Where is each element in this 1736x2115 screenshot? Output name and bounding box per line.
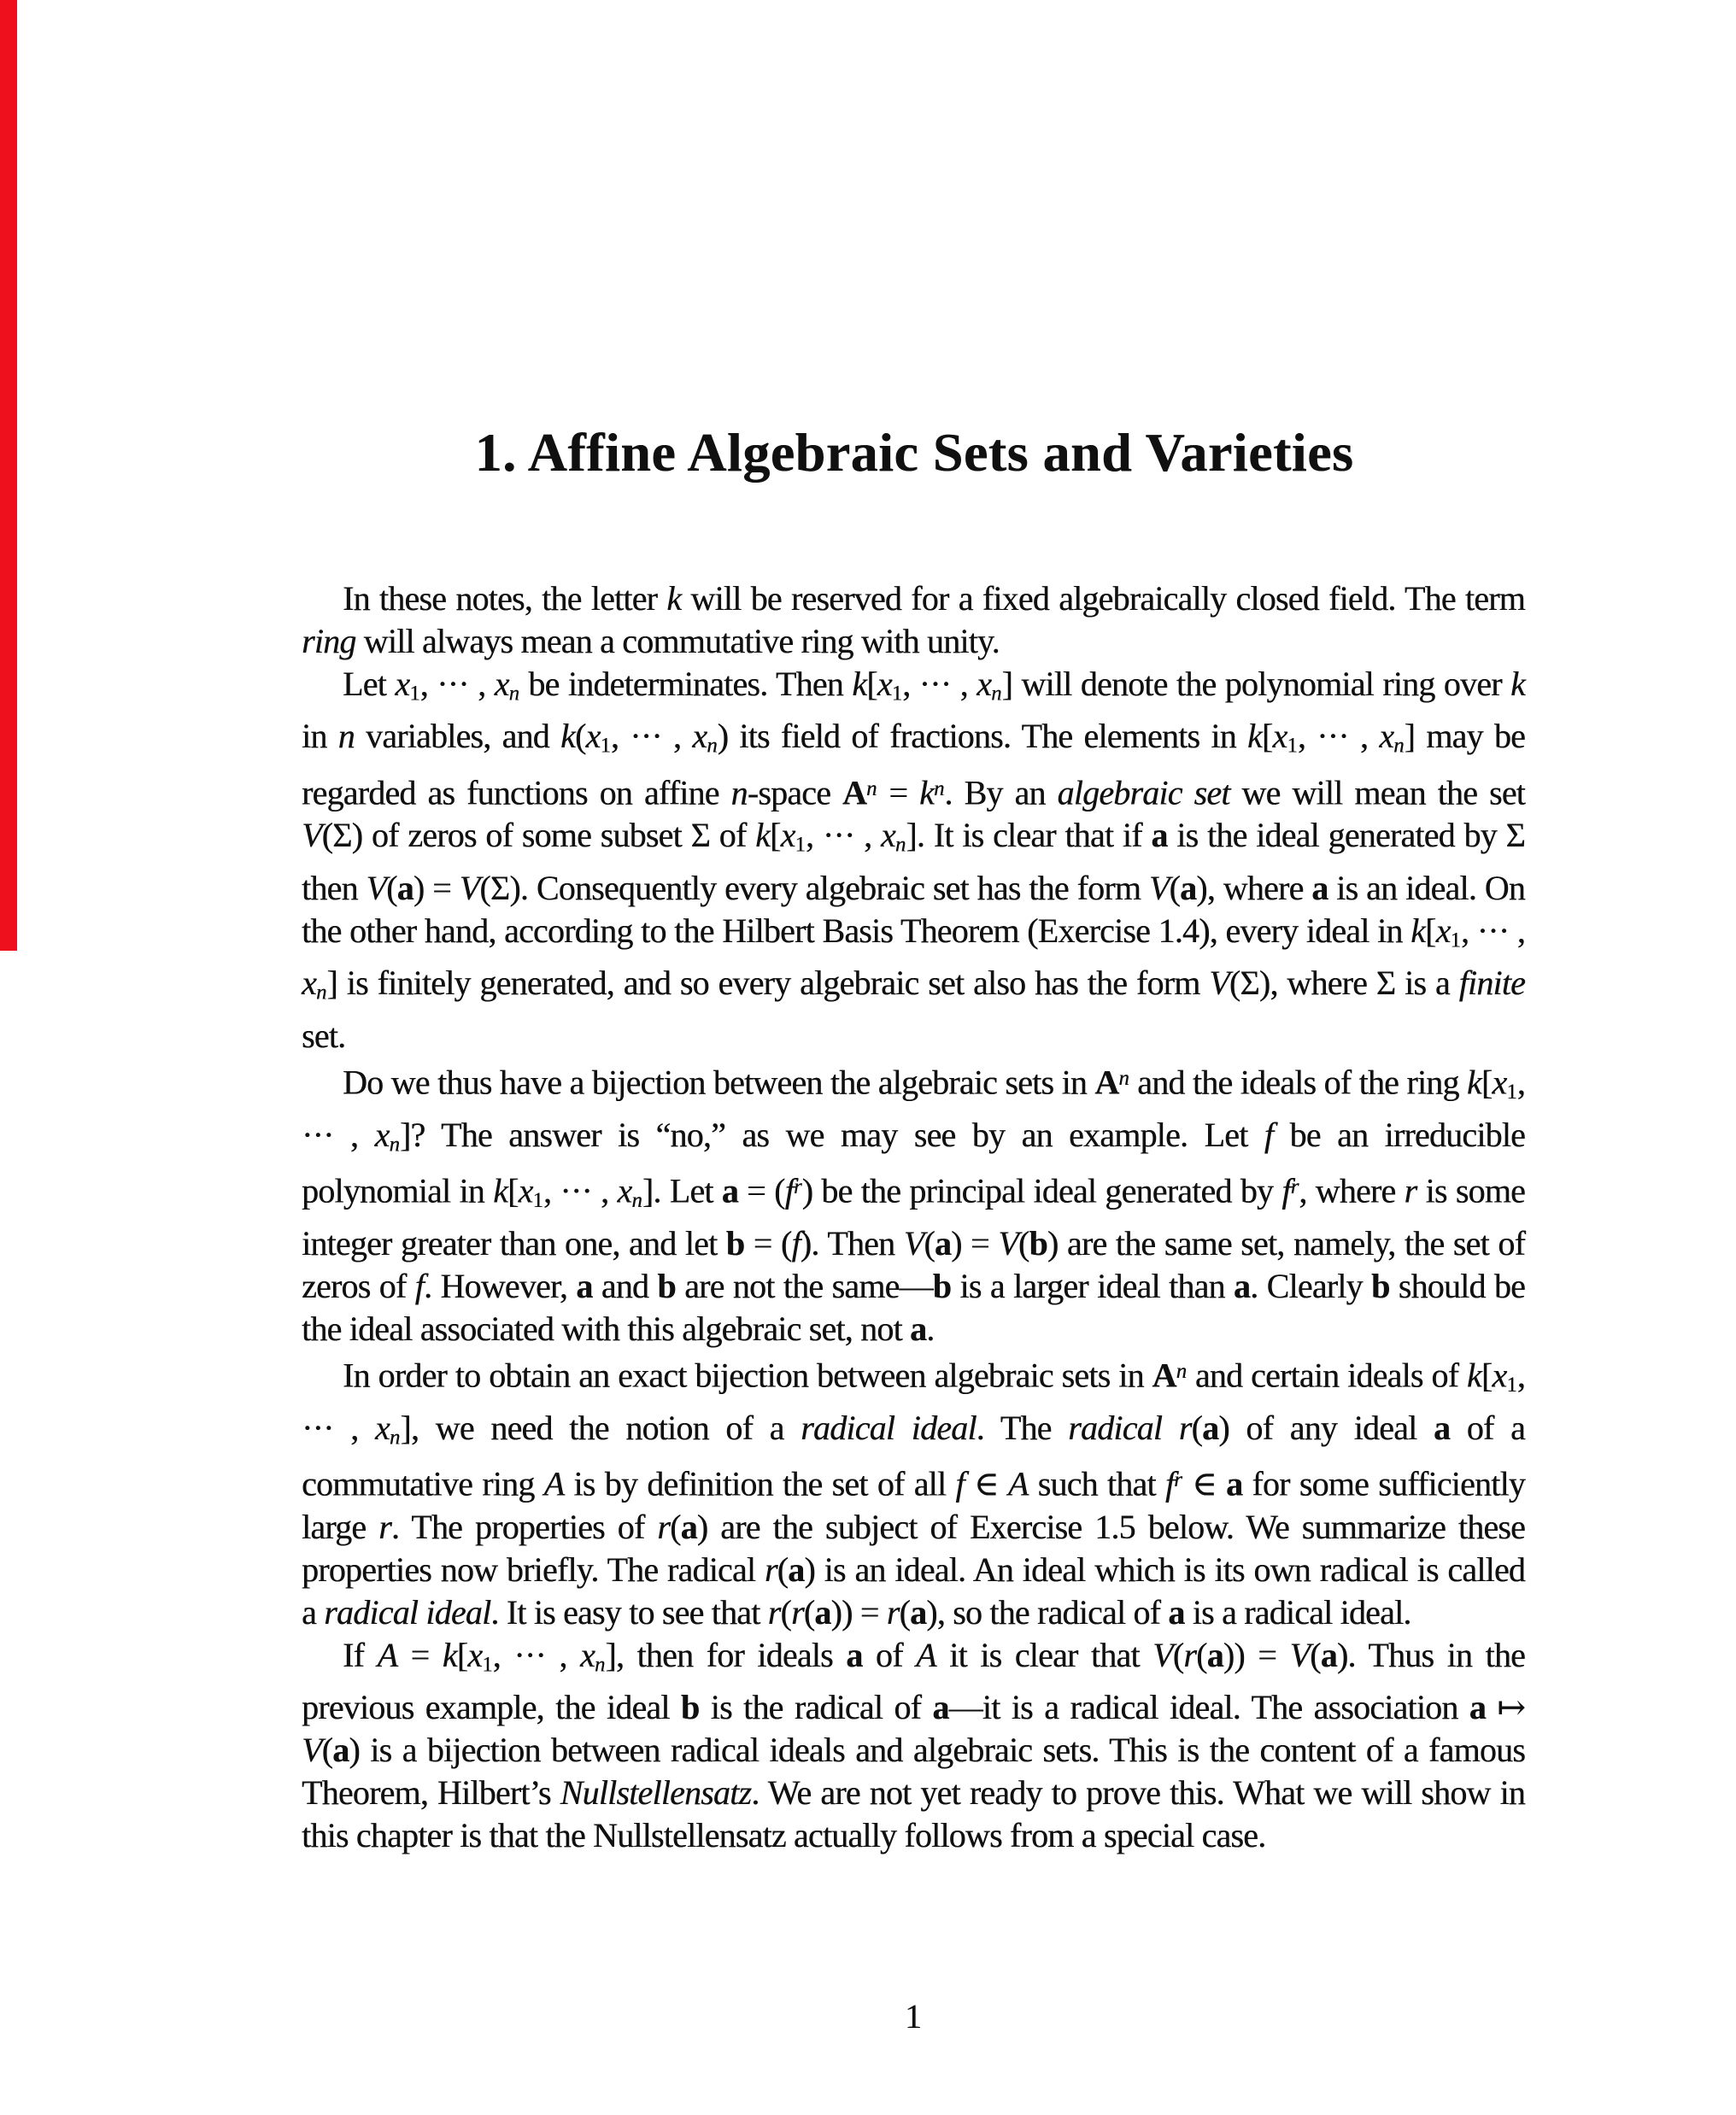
paragraph: Do we thus have a bijection between the algebraic sets in $A^n$ and the ideals of the ring $k[x_1$, ··· , $x_n$]? The answer is “no,” as we may see by an example. Let f be an irreducible polynomial in $k[x_1$, ··· , $x_n$]. Let $a = (f^r)$ be the principal ideal generated by $f^r$, where r is some integer greater than one, and let b = (f). Then V(a) = V(b) are the same set, namely, the set of zeros of f. However, a and b are not the same—b is a larger ideal than a. Clearly b should be the ideal associated with this algebraic set, not a. [302,1063,1525,1348]
red-scan-artifact [0,0,17,951]
paragraph: In these notes, the letter k will be reserved for a fixed algebraically closed field. The term ring will always mean a commutative ring with unity. [302,579,1525,660]
page-number: 1 [905,1997,922,2036]
chapter-title: 1. Affine Algebraic Sets and Varieties [474,422,1354,483]
paragraph: If $A = k[x_1$, ··· , $x_n$], then for ideals a of A it is clear that V(r(a)) = V(a). Thus in the previous example, the ideal b is the radical of a—it is a radical ideal. The association a ↦ V(a) is a bijection between radical ideals and algebraic sets. This is the content of a famous Theorem, Hilbert’s Nullstellensatz. We are not yet ready to prove this. What we will show in this chapter is that the Nullstellensatz actually follows from a special case. [302,1635,1526,1855]
paragraph: Let $x_1$, ··· , $x_n$ be indeterminates. Then $k[x_1$, ··· , $x_n$] will denote the polynomial ring over k in n variables, and $k(x_1$, ··· , $x_n$) its field of fractions. The elements in $k[x_1$, ··· , $x_n$] may be regarded as functions on affine n-space $A^n = k^n$. By an algebraic set we will mean the set V(Σ) of zeros of some subset Σ of $k[x_1$, ··· , $x_n$]. It is clear that if a is the ideal generated by Σ then V(a) = V(Σ). Consequently every algebraic set has the form V(a), where a is an ideal. On the other hand, according to the Hilbert Basis Theorem (Exercise 1.4), every ideal in $k[x_1$, ··· , $x_n$] is finitely generated, and so every algebraic set also has the form V(Σ), where Σ is a finite set. [302,665,1526,1055]
paragraph: In order to obtain an exact bijection between algebraic sets in $A^n$ and certain ideals of $k[x_1$, ··· , $x_n$], we need the notion of a radical ideal. The radical r(a) of any ideal a of a commutative ring A is by definition the set of all f ∈ A such that $f^r$ ∈ a for some sufficiently large r. The properties of r(a) are the subject of Exercise 1.5 below. We summarize these properties now briefly. The radical r(a) is an ideal. An ideal which is its own radical is called a radical ideal. It is easy to see that r(r(a)) = r(a), so the radical of a is a radical ideal. [302,1356,1526,1632]
body-text [302,577,1525,1857]
